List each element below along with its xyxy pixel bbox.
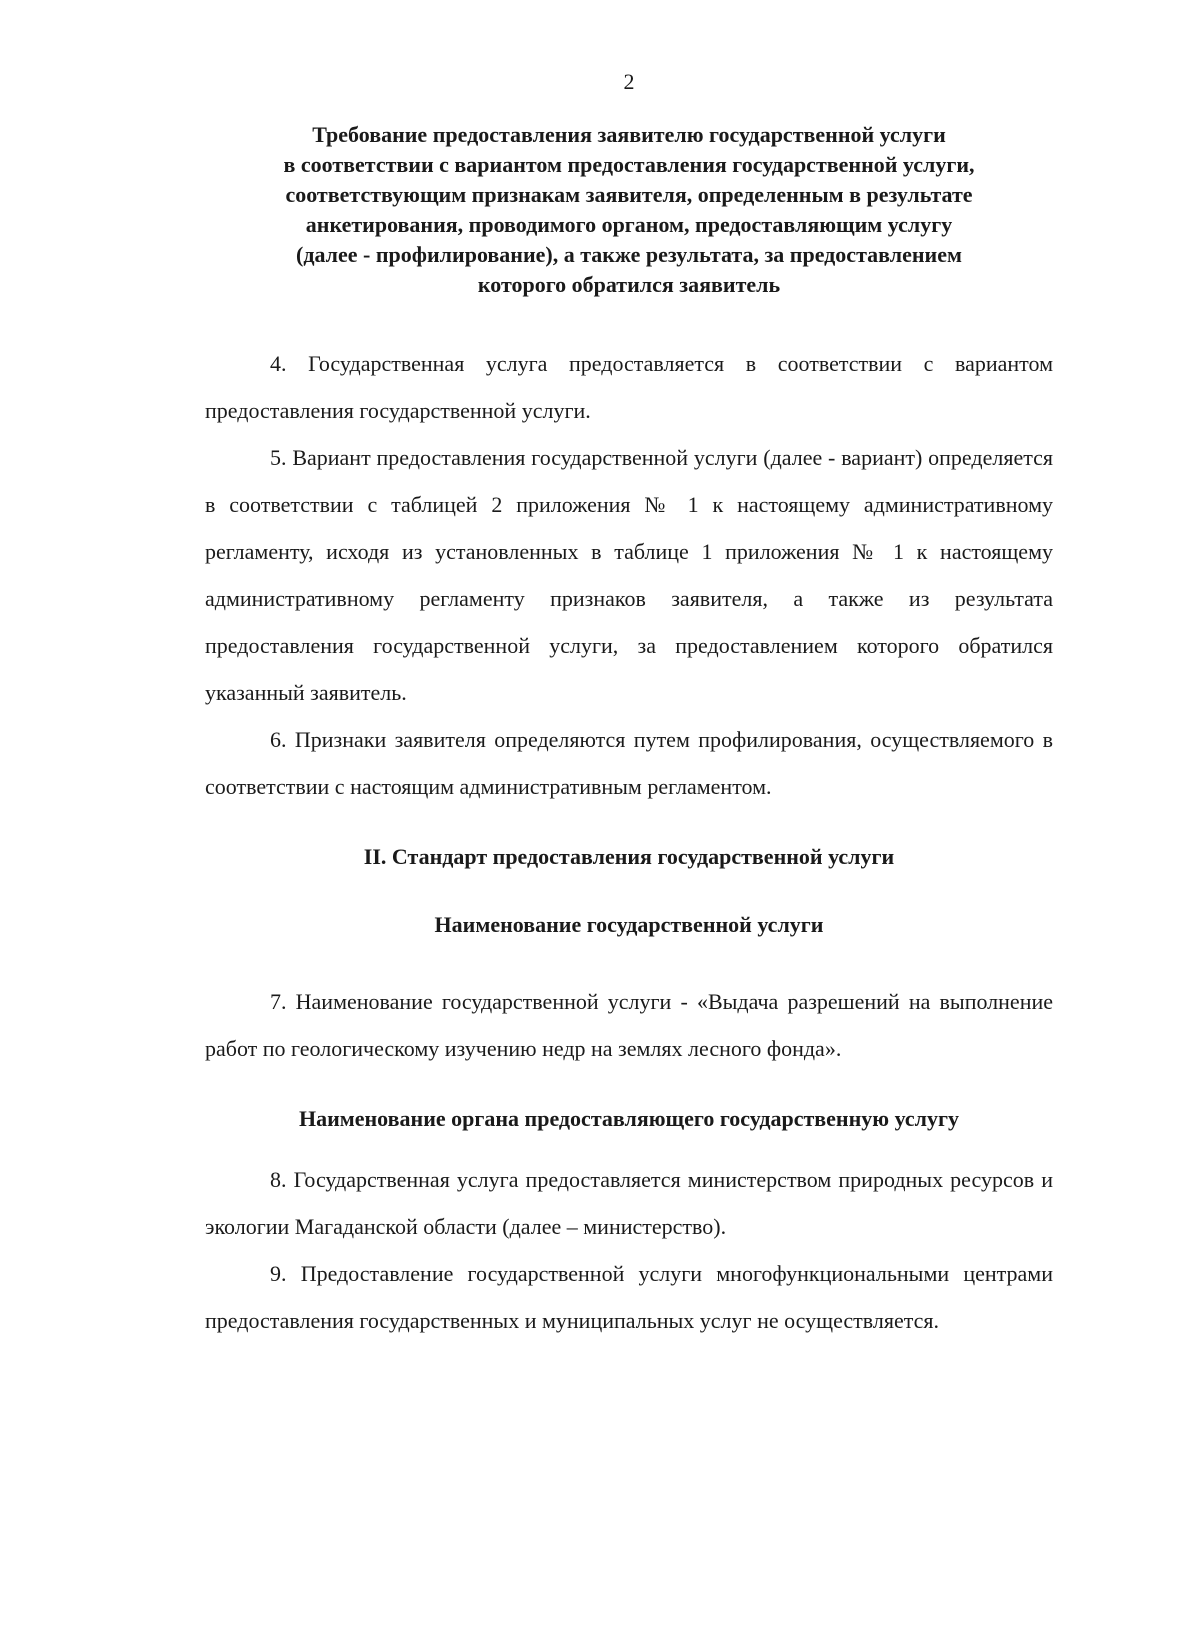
- paragraph-5: 5. Вариант предоставления государственной услуги (далее - вариант) определяется в соответствии с таблицей 2 приложения № 1 к настоящему административному регламенту, исходя из установленных в таблице 1 приложения № 1 к настоящему административному регламенту признаков заявителя, а также из результата предоставления государственной услуги, за предоставлением которого обратился указанный заявитель.: [205, 445, 1053, 705]
- paragraph-6: 6. Признаки заявителя определяются путем профилирования, осуществляемого в соответствии с настоящим административным регламентом.: [205, 727, 1053, 799]
- paragraph-9: 9. Предоставление государственной услуги многофункциональными центрами предоставления государственных и муниципальных услуг не осуществляется.: [205, 1261, 1053, 1333]
- requirement-heading-line: анкетирования, проводимого органом, предоставляющим услугу: [305, 212, 953, 237]
- service-name-heading-block: [205, 910, 1053, 940]
- authority-heading-block: [205, 1104, 1053, 1134]
- authority-heading: Наименование органа предоставляющего государственную услугу: [298, 1106, 960, 1131]
- section-ii-heading-block: [205, 842, 1053, 872]
- section-ii-heading: II. Стандарт предоставления государственной услуги: [363, 844, 895, 869]
- requirement-heading-line: (далее - профилирование), а также результата, за предоставлением: [296, 242, 962, 267]
- service-name-heading: Наименование государственной услуги: [434, 912, 824, 937]
- paragraph-7: 7. Наименование государственной услуги - «Выдача разрешений на выполнение работ по геологическому изучению недр на землях лесного фонда».: [205, 989, 1053, 1061]
- requirement-heading-line: в соответствии с вариантом предоставления государственной услуги,: [283, 152, 975, 177]
- requirement-heading-line: соответствующим признакам заявителя, определенным в результате: [285, 182, 973, 207]
- page-content: [205, 68, 1053, 1344]
- requirement-heading-line: Требование предоставления заявителю государственной услуги: [312, 122, 946, 147]
- requirement-heading-line: которого обратился заявитель: [477, 272, 781, 297]
- paragraph-8: 8. Государственная услуга предоставляется министерством природных ресурсов и экологии Магаданской области (далее – министерство).: [205, 1167, 1053, 1239]
- requirement-heading: [205, 120, 1053, 300]
- paragraph-4: 4. Государственная услуга предоставляется в соответствии с вариантом предоставления государственной услуги.: [205, 351, 1053, 423]
- page-number: 2: [623, 69, 635, 94]
